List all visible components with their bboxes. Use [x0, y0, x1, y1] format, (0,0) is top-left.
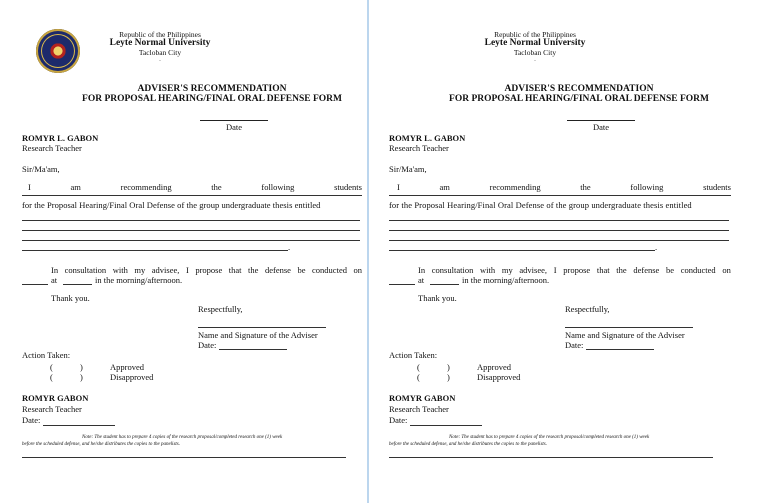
- thesis-title-blank[interactable]: [22, 230, 360, 231]
- disapproved-label: Disapproved: [477, 372, 521, 382]
- word: I: [397, 182, 400, 192]
- word: In: [51, 265, 59, 275]
- form-page-left: [0, 0, 367, 503]
- word: my: [134, 265, 146, 275]
- addressee-name: ROMYR L. GABON: [389, 133, 466, 143]
- note-line1: Note: The student has to prepare 4 copies of the research proposal/completed research one (1) week: [449, 435, 650, 440]
- form-body: [389, 0, 729, 503]
- footer-name: ROMYR GABON: [389, 393, 456, 403]
- word: with: [112, 265, 128, 275]
- header-university: Leyte Normal University: [484, 38, 586, 48]
- thank-you: Thank you.: [51, 293, 90, 303]
- at-label: at: [418, 275, 425, 285]
- thesis-title-blank[interactable]: [389, 250, 655, 251]
- header-city: Tacloban City: [138, 48, 182, 57]
- paren[interactable]: (: [417, 372, 420, 382]
- paren[interactable]: (: [50, 372, 53, 382]
- disapproved-label: Disapproved: [110, 372, 154, 382]
- word: In: [418, 265, 426, 275]
- footer-date-label: Date:: [22, 415, 41, 425]
- addressee-title: Research Teacher: [389, 143, 449, 153]
- word: the: [616, 265, 627, 275]
- recommend-line: [22, 182, 362, 192]
- signature-label: Name and Signature of the Adviser: [565, 330, 685, 340]
- word: students: [334, 182, 362, 192]
- word: my: [501, 265, 513, 275]
- salutation: Sir/Ma'am,: [389, 164, 427, 174]
- word: propose: [195, 265, 223, 275]
- word: recommending: [120, 182, 172, 192]
- word: defense: [264, 265, 291, 275]
- recommend-line: [389, 182, 731, 192]
- defense-date-blank[interactable]: [22, 284, 48, 285]
- word: students: [703, 182, 731, 192]
- adviser-signature-blank[interactable]: [198, 327, 326, 328]
- paren[interactable]: (: [50, 362, 53, 372]
- thank-you: Thank you.: [418, 293, 457, 303]
- form-title-line2: FOR PROPOSAL HEARING/FINAL ORAL DEFENSE FORM: [449, 94, 709, 104]
- word: the: [580, 182, 591, 192]
- action-taken: Action Taken:: [389, 350, 438, 360]
- word: I: [185, 265, 189, 275]
- respectfully: Respectfully,: [565, 304, 610, 314]
- note-line2: before the scheduled defense, and he/she distributes the copies to the panelists.: [389, 442, 547, 447]
- word: be: [297, 265, 306, 275]
- word: advisee,: [519, 265, 548, 275]
- word: conducted: [312, 265, 347, 275]
- word: am: [439, 182, 450, 192]
- morning-afternoon: in the morning/afternoon.: [95, 275, 183, 285]
- note-line1: Note: The student has to prepare 4 copies of the research proposal/completed research one (1) week: [82, 435, 283, 440]
- sig-date-blank[interactable]: [219, 349, 287, 350]
- thesis-title-blank[interactable]: [389, 230, 729, 231]
- paren: ): [447, 362, 450, 372]
- date-label: Date: [225, 122, 243, 132]
- header-dot: .: [534, 57, 536, 63]
- respectfully: Respectfully,: [198, 304, 243, 314]
- defense-date-blank[interactable]: [389, 284, 415, 285]
- thesis-title-blank[interactable]: [22, 240, 360, 241]
- thesis-title-blank[interactable]: [22, 220, 360, 221]
- word: following: [630, 182, 664, 192]
- form-title-line2: FOR PROPOSAL HEARING/FINAL ORAL DEFENSE FORM: [82, 94, 342, 104]
- addressee-title: Research Teacher: [22, 143, 82, 153]
- word: advisee,: [151, 265, 180, 275]
- proposal-line: for the Proposal Hearing/Final Oral Defense of the group undergraduate thesis entitled: [389, 200, 692, 210]
- form-page-right: [369, 0, 768, 503]
- period: .: [288, 242, 291, 252]
- word: be: [666, 265, 675, 275]
- student-names-blank[interactable]: [389, 195, 731, 196]
- at-label: at: [51, 275, 58, 285]
- word: am: [70, 182, 81, 192]
- form-title-line1: ADVISER'S RECOMMENDATION: [137, 84, 287, 94]
- defense-time-blank[interactable]: [430, 284, 459, 285]
- footer-date-label: Date:: [389, 415, 408, 425]
- header-university: Leyte Normal University: [109, 38, 211, 48]
- word: I: [28, 182, 31, 192]
- salutation: Sir/Ma'am,: [22, 164, 60, 174]
- word: on: [353, 265, 362, 275]
- word: that: [596, 265, 610, 275]
- word: propose: [563, 265, 591, 275]
- action-taken: Action Taken:: [22, 350, 71, 360]
- signature-label: Name and Signature of the Adviser: [198, 330, 318, 340]
- defense-time-blank[interactable]: [63, 284, 92, 285]
- word: conducted: [680, 265, 716, 275]
- paren: ): [447, 372, 450, 382]
- footer-name: ROMYR GABON: [22, 393, 89, 403]
- word: following: [261, 182, 295, 192]
- consultation-line: [22, 265, 362, 275]
- sig-date-blank[interactable]: [586, 349, 654, 350]
- word: defense: [633, 265, 660, 275]
- footer-date-blank[interactable]: [43, 425, 115, 426]
- date-label: Date: [592, 122, 610, 132]
- word: consultation: [64, 265, 107, 275]
- date-blank[interactable]: [200, 120, 268, 121]
- adviser-signature-blank[interactable]: [565, 327, 693, 328]
- bottom-rule: [22, 457, 346, 458]
- header-dot: .: [159, 57, 161, 63]
- form-body: [22, 0, 362, 503]
- student-names-blank[interactable]: [22, 195, 362, 196]
- proposal-line: for the Proposal Hearing/Final Oral Defense of the group undergraduate thesis entitled: [22, 200, 321, 210]
- word: I: [553, 265, 557, 275]
- thesis-title-blank[interactable]: [389, 220, 729, 221]
- consultation-line: [389, 265, 731, 275]
- header-city: Tacloban City: [513, 48, 557, 57]
- paren: ): [80, 362, 83, 372]
- sig-date-label: Date:: [198, 340, 217, 350]
- addressee-name: ROMYR L. GABON: [22, 133, 99, 143]
- word: recommending: [489, 182, 541, 192]
- word: that: [228, 265, 242, 275]
- word: the: [211, 182, 222, 192]
- word: consultation: [431, 265, 474, 275]
- thesis-title-blank[interactable]: [22, 250, 288, 251]
- word: with: [480, 265, 496, 275]
- footer-date-blank[interactable]: [410, 425, 482, 426]
- morning-afternoon: in the morning/afternoon.: [462, 275, 550, 285]
- period: .: [655, 242, 658, 252]
- form-title-line1: ADVISER'S RECOMMENDATION: [504, 84, 654, 94]
- approved-label: Approved: [477, 362, 511, 372]
- footer-title: Research Teacher: [389, 404, 449, 414]
- thesis-title-blank[interactable]: [389, 240, 729, 241]
- paren[interactable]: (: [417, 362, 420, 372]
- date-blank[interactable]: [567, 120, 635, 121]
- paren: ): [80, 372, 83, 382]
- word: the: [248, 265, 259, 275]
- word: on: [722, 265, 731, 275]
- footer-title: Research Teacher: [22, 404, 82, 414]
- sig-date-label: Date:: [565, 340, 584, 350]
- header-republic: Republic of the Philippines: [494, 30, 576, 39]
- bottom-rule: [389, 457, 713, 458]
- approved-label: Approved: [110, 362, 144, 372]
- note-line2: before the scheduled defense, and he/she distributes the copies to the panelists.: [22, 442, 180, 447]
- header-republic: Republic of the Philippines: [119, 30, 201, 39]
